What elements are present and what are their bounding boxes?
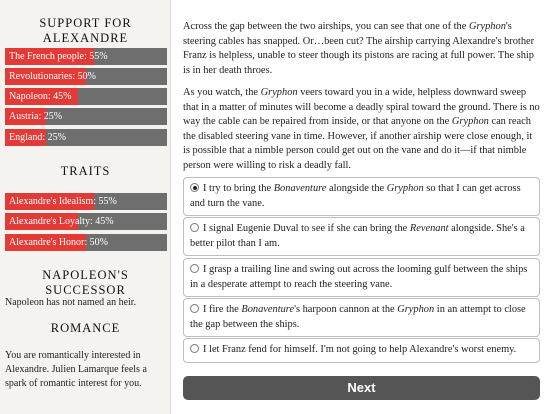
text-run: so that I can get across and turn the vane. <box>190 183 521 209</box>
text-run: I grasp a trailing line and swing out across the looming gulf between the ships in a desperate attempt to reach the steering vane. <box>190 264 528 290</box>
stats-sidebar <box>0 0 171 414</box>
text-run: can reach the disabled steering vane in time. However, if another airship were close enough, it is possible that a nimble person could get out on the vane and do it—if that nimble person were willing to risk a deadly fall. <box>183 116 533 171</box>
text-run: I try to bring the <box>203 183 274 194</box>
text-run: alongside. She's a better pilot than I am. <box>190 223 525 249</box>
ship-name: Revenant <box>409 223 449 234</box>
ship-name: Bonaventure <box>273 183 327 194</box>
text-run: I fire the <box>203 304 242 315</box>
text-run: I signal Eugenie Duval to see if she can bring the <box>203 223 410 234</box>
trait-bar-idealism <box>5 193 167 210</box>
text-run: in an attempt to close the gap between the ships. <box>190 304 526 330</box>
bar-label: Austria: 25% <box>9 111 63 122</box>
trait-bar-honor <box>5 234 167 251</box>
support-bar-french-people <box>5 48 167 65</box>
story-paragraph-1 <box>183 20 540 78</box>
successor-text: Napoleon has not named an heir. <box>5 297 137 308</box>
bar-label: England: 25% <box>9 132 66 143</box>
traits-section-title: TRAITS <box>60 164 111 178</box>
ship-name: Gryphon <box>451 116 489 128</box>
support-bar-austria <box>5 108 167 125</box>
text-run: 's harpoon cannon at the <box>294 304 398 315</box>
bar-label: The French people: 55% <box>9 51 108 62</box>
radio-icon[interactable] <box>190 344 199 353</box>
text-run: veers toward you in a wide, helpless downward sweep that in a matter of minutes will become a deadly spiral toward the ground. There is no way the cable can be repaired from inside, or that anyone on the <box>183 87 540 128</box>
radio-icon[interactable] <box>190 223 199 232</box>
bar-label: Napoleon: 45% <box>9 91 72 102</box>
choice-option-2[interactable] <box>183 217 540 256</box>
bar-label: Alexandre's Loyalty: 45% <box>9 216 114 227</box>
story-paragraph-2 <box>183 86 540 174</box>
text-run: I let Franz fend for himself. I'm not going to help Alexandre's worst enemy. <box>203 344 517 355</box>
support-section-title: SUPPORT FOR ALEXANDRE <box>39 16 132 45</box>
text-run: As you watch, the <box>183 87 261 98</box>
radio-selected-icon[interactable] <box>190 183 199 192</box>
bar-label: Alexandre's Idealism: 55% <box>9 196 117 207</box>
romance-section-title: ROMANCE <box>50 321 121 335</box>
support-bar-revolutionaries <box>5 68 167 85</box>
ship-name: Bonaventure <box>241 304 295 315</box>
text-run: 's steering cables has snapped. Or…been cut? The airship carrying Alexandre's brother Franz is helpless, unable to steer though its pistons are racing at full power. The ship is in her death throes. <box>183 21 535 76</box>
radio-icon[interactable] <box>190 304 199 313</box>
choice-option-5[interactable] <box>183 338 540 363</box>
ship-name: Gryphon <box>397 304 435 315</box>
support-bar-napoleon <box>5 88 167 105</box>
choice-option-3[interactable] <box>183 258 540 297</box>
trait-bar-loyalty <box>5 213 167 230</box>
radio-icon[interactable] <box>190 264 199 273</box>
text-run: alongside the <box>326 183 387 194</box>
choice-option-4[interactable] <box>183 298 540 337</box>
romance-text: You are romantically interested in Alexandre. Julien Lamarque feels a spark of romantic interest for you. <box>5 350 147 389</box>
ship-name: Gryphon <box>468 21 506 32</box>
ship-name: Gryphon <box>260 87 298 98</box>
next-button[interactable]: Next <box>183 376 540 400</box>
choice-option-1[interactable] <box>183 177 540 216</box>
text-run: Across the gap between the two airships, you can see that one of the <box>183 21 469 32</box>
ship-name: Gryphon <box>386 183 424 194</box>
successor-section-title: NAPOLEON'S SUCCESSOR <box>42 268 129 297</box>
bar-label: Alexandre's Honor: 50% <box>9 237 108 248</box>
bar-label: Revolutionaries: 50% <box>9 71 96 82</box>
support-bar-england <box>5 129 167 146</box>
